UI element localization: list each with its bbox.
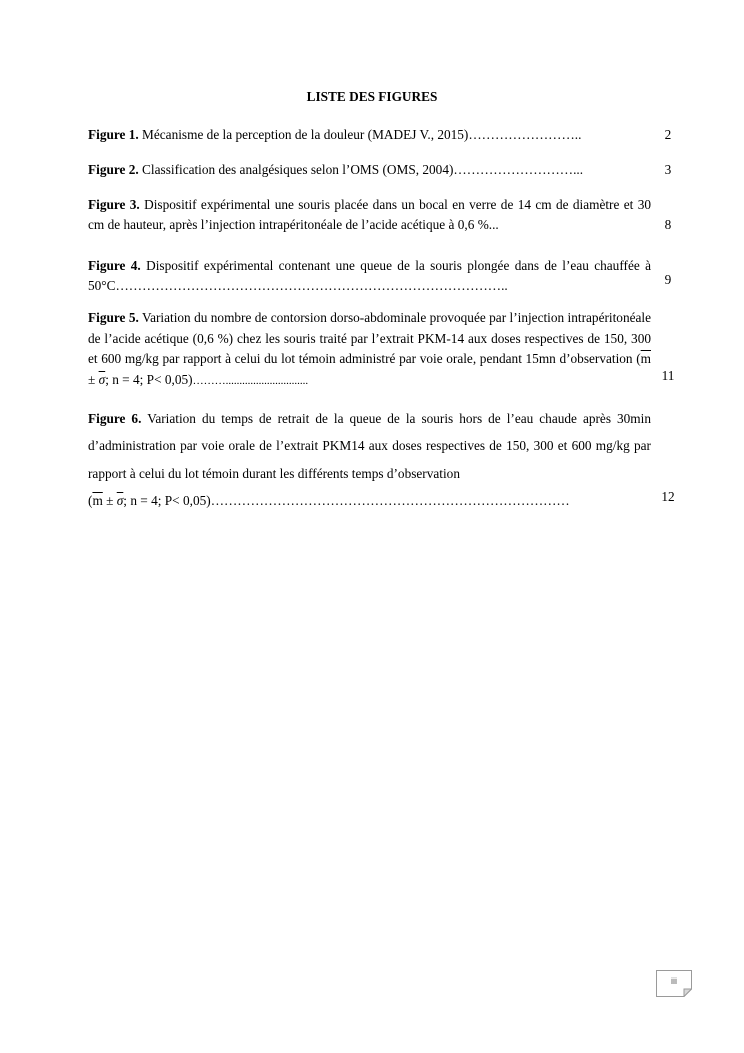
sigma-symbol: $\overline{\sigma}$ (116, 492, 124, 508)
sigma-symbol: $\overline{\sigma}$ (98, 371, 106, 387)
figure-label: Figure 1. (88, 127, 139, 142)
page-title: LISTE DES FIGURES (306, 89, 438, 104)
figure-description: Dispositif expérimental une souris placée dans un bocal en verre de 14 cm de diamètre et 30 cm de hauteur, après l’injection intrapéritonéale de l’acide acétique à 0,6 % (88, 197, 651, 232)
figure-label: Figure 4. (88, 258, 141, 273)
figure-label: Figure 6. (88, 411, 142, 426)
figure-page-number: 9 (664, 272, 672, 287)
stats-note: ; n = 4; P< 0,05) (123, 492, 211, 508)
figure-page-number: 8 (664, 217, 672, 232)
leader-dots: ………………………... (453, 162, 584, 177)
footer-page-number: iii (671, 976, 677, 986)
stats-note: ; n = 4; P< 0,05) (105, 371, 193, 387)
figure-label: Figure 2. (88, 162, 139, 177)
plus-minus-symbol: ± (102, 492, 117, 508)
figure-description: Variation du nombre de contorsion dorso-abdominale provoquée par l’injection intrapéritonéale de l’acide acétique (0,6 %) chez les souris traité par l’extrait PKM-14 aux doses respectives de 150, 300 et 600 mg/kg par rapport à celui du lot témoin administré par voie orale, pendant 15mn d’observation ( (88, 310, 651, 366)
figure-page-number: 3 (664, 162, 672, 177)
figure-entry-3 (88, 195, 651, 235)
leader-dots: …………………………………………………………………………….. (115, 278, 508, 293)
leader-dots: ……….............................. (192, 374, 309, 387)
footer-page-badge (656, 970, 692, 997)
leader-dots: ... (488, 217, 499, 232)
figure-description: Classification des analgésiques selon l’OMS (OMS, 2004) (138, 162, 454, 177)
leader-dots: ……………………………………………………………………… (210, 492, 570, 508)
plus-minus-symbol: ± (88, 371, 99, 387)
open-paren: ( (88, 492, 93, 508)
figure-label: Figure 3. (88, 197, 140, 212)
figure-entry-5 (88, 308, 651, 391)
mean-symbol: $\overline{m}$ (92, 492, 103, 508)
figure-description: Mécanisme de la perception de la douleur (MADEJ V., 2015) (138, 127, 469, 142)
figure-page-number: 11 (661, 368, 675, 383)
mean-symbol: $\overline{m}$ (640, 351, 651, 366)
leader-dots: …………………….. (468, 127, 582, 142)
figure-entry-6 (88, 405, 651, 514)
figure-page-number: 2 (664, 127, 672, 142)
figure-description: Variation du temps de retrait de la queue de la souris hors de l’eau chaude après 30min d’administration par voie orale de l’extrait PKM14 aux doses respectives de 150, 300 et 600 mg/kg par rapport à celui du lot témoin durant les différents temps d’observation (88, 411, 651, 481)
figure-page-number: 12 (661, 489, 675, 504)
figure-label: Figure 5. (88, 310, 139, 325)
figure-description: Dispositif expérimental contenant une queue de la souris plongée dans de l’eau chauffée à 50°C (88, 258, 651, 293)
figure-entry-1 (88, 126, 651, 144)
figure-entry-4 (88, 256, 651, 296)
figure-entry-2 (88, 161, 651, 179)
